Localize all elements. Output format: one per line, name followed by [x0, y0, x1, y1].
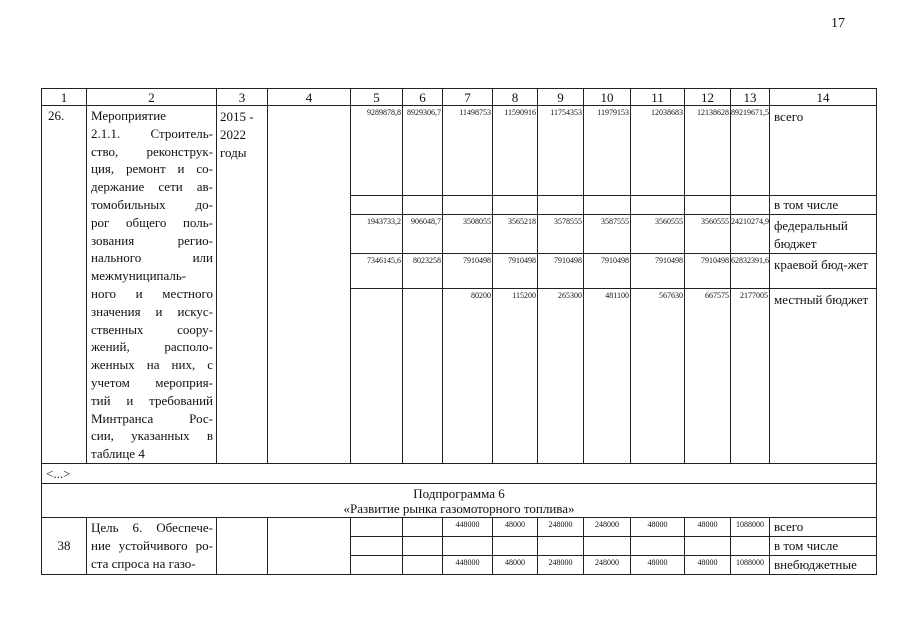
value-cell: 115200 [493, 289, 538, 464]
value-cell [443, 196, 493, 215]
value-cell: 7346145,6 [351, 254, 403, 289]
description-line: зования регио- [91, 232, 213, 248]
description-line: жений, располо- [91, 339, 213, 355]
value-cell [351, 518, 403, 537]
description-line: рог общего поль- [91, 214, 213, 230]
description-line: Минтранса Рос- [91, 410, 213, 426]
description-line: ного и местного [91, 285, 213, 301]
value-cell [351, 556, 403, 575]
table-row [42, 518, 877, 537]
value-cell: 89219671,5 [731, 106, 770, 196]
value-cell: 481100 [584, 289, 631, 464]
empty-cell [268, 518, 351, 575]
column-header: 8 [493, 89, 538, 106]
value-cell: 12038683 [631, 106, 685, 196]
value-cell: 3560555 [685, 215, 731, 254]
budget-table [41, 88, 877, 575]
value-cell: 24210274,9 [731, 215, 770, 254]
value-cell: 448000 [443, 518, 493, 537]
value-cell: 9289878,8 [351, 106, 403, 196]
row-number: 38 [42, 518, 87, 575]
value-cell: 7910498 [584, 254, 631, 289]
value-cell: 48000 [631, 518, 685, 537]
funding-source-label: всего [770, 518, 877, 537]
empty-cell [268, 106, 351, 464]
description-line: значения и искус- [91, 303, 213, 319]
table-row [42, 106, 877, 196]
page-number: 17 [831, 16, 845, 31]
column-header: 7 [443, 89, 493, 106]
value-cell [351, 537, 403, 556]
description-line: Цель 6. Обеспече- [91, 520, 213, 535]
description-line: 2.1.1. Строитель- [91, 125, 213, 141]
column-number-row [42, 89, 877, 106]
value-cell [538, 196, 584, 215]
value-cell: 265300 [538, 289, 584, 464]
value-cell [351, 289, 403, 464]
omitted-rows-marker-row [42, 464, 877, 484]
column-header: 5 [351, 89, 403, 106]
value-cell: 248000 [538, 518, 584, 537]
value-cell: 11754353 [538, 106, 584, 196]
description-line: ста спроса на газо- [91, 555, 196, 571]
column-header: 1 [42, 89, 87, 106]
value-cell: 2177005 [731, 289, 770, 464]
description-line: ция, ремонт и со- [91, 161, 213, 177]
value-cell [631, 537, 685, 556]
value-cell [403, 518, 443, 537]
value-cell: 8929306,7 [403, 106, 443, 196]
value-cell [403, 196, 443, 215]
value-cell: 7910498 [443, 254, 493, 289]
value-cell: 8023258 [403, 254, 443, 289]
column-header: 12 [685, 89, 731, 106]
funding-source-label: в том числе [770, 196, 877, 215]
period-cell: 2015 - 2022 годы [217, 106, 268, 464]
column-header: 14 [770, 89, 877, 106]
column-header: 3 [217, 89, 268, 106]
value-cell: 567630 [631, 289, 685, 464]
value-cell [443, 537, 493, 556]
funding-source-label: в том числе [770, 537, 877, 556]
description-line: Мероприятие [91, 108, 166, 123]
description-line: тий и требований [91, 392, 213, 408]
value-cell: 12138628 [685, 106, 731, 196]
value-cell [493, 196, 538, 215]
value-cell: 3587555 [584, 215, 631, 254]
value-cell: 1088000 [731, 556, 770, 575]
activity-description [87, 106, 217, 464]
value-cell [584, 537, 631, 556]
column-header: 9 [538, 89, 584, 106]
value-cell [631, 196, 685, 215]
value-cell: 3560555 [631, 215, 685, 254]
funding-source-label: федеральный бюджет [770, 215, 877, 254]
empty-cell [217, 518, 268, 575]
funding-source-label: местный бюджет [770, 289, 877, 464]
value-cell: 48000 [685, 518, 731, 537]
goal-description [87, 518, 217, 575]
value-cell: 11498753 [443, 106, 493, 196]
description-line: держание сети ав- [91, 179, 213, 195]
funding-source-label: внебюджетные [770, 556, 877, 575]
value-cell [685, 196, 731, 215]
value-cell: 667575 [685, 289, 731, 464]
value-cell [731, 196, 770, 215]
description-line: межмуниципаль- [91, 268, 187, 284]
value-cell: 80200 [443, 289, 493, 464]
subprogram-title: Подпрограмма 6 [413, 485, 505, 501]
description-line: женных на них, с [91, 357, 213, 373]
value-cell: 1088000 [731, 518, 770, 537]
value-cell: 248000 [584, 556, 631, 575]
value-cell: 3508055 [443, 215, 493, 254]
description-line: таблице 4 [91, 446, 145, 462]
value-cell: 48000 [685, 556, 731, 575]
value-cell [403, 289, 443, 464]
value-cell: 7910498 [685, 254, 731, 289]
value-cell: 62832391,6 [731, 254, 770, 289]
value-cell: 48000 [493, 556, 538, 575]
description-line: учетом мероприя- [91, 374, 213, 390]
value-cell: 11590916 [493, 106, 538, 196]
description-line: томобильных до- [91, 196, 213, 212]
description-line: ственных соору- [91, 321, 213, 337]
description-line: ние устойчивого ро- [91, 537, 213, 553]
subprogram-header-row [42, 484, 877, 518]
value-cell: 906048,7 [403, 215, 443, 254]
value-cell [403, 537, 443, 556]
value-cell [493, 537, 538, 556]
funding-source-label: краевой бюд-жет [770, 254, 877, 289]
row-number: 26. [42, 106, 87, 464]
value-cell [584, 196, 631, 215]
value-cell [685, 537, 731, 556]
value-cell: 48000 [631, 556, 685, 575]
description-line: ство, реконструк- [91, 143, 213, 159]
funding-source-label: всего [770, 106, 877, 196]
value-cell: 3565218 [493, 215, 538, 254]
column-header: 13 [731, 89, 770, 106]
value-cell: 48000 [493, 518, 538, 537]
value-cell [538, 537, 584, 556]
column-header: 11 [631, 89, 685, 106]
column-header: 4 [268, 89, 351, 106]
subprogram-name: «Развитие рынка газомоторного топлива» [343, 500, 575, 516]
value-cell: 448000 [443, 556, 493, 575]
subprogram-header [42, 484, 877, 518]
column-header: 10 [584, 89, 631, 106]
value-cell: 11979153 [584, 106, 631, 196]
omitted-rows-marker: <...> [42, 464, 877, 484]
description-line: нального или [91, 250, 213, 266]
value-cell [403, 556, 443, 575]
value-cell: 3578555 [538, 215, 584, 254]
description-line: сии, указанных в [91, 428, 213, 444]
budget-table-wrapper [41, 88, 876, 575]
value-cell: 7910498 [631, 254, 685, 289]
column-header: 6 [403, 89, 443, 106]
value-cell: 248000 [538, 556, 584, 575]
value-cell: 7910498 [538, 254, 584, 289]
value-cell: 1943733,2 [351, 215, 403, 254]
value-cell: 248000 [584, 518, 631, 537]
value-cell: 7910498 [493, 254, 538, 289]
value-cell [351, 196, 403, 215]
column-header: 2 [87, 89, 217, 106]
value-cell [731, 537, 770, 556]
